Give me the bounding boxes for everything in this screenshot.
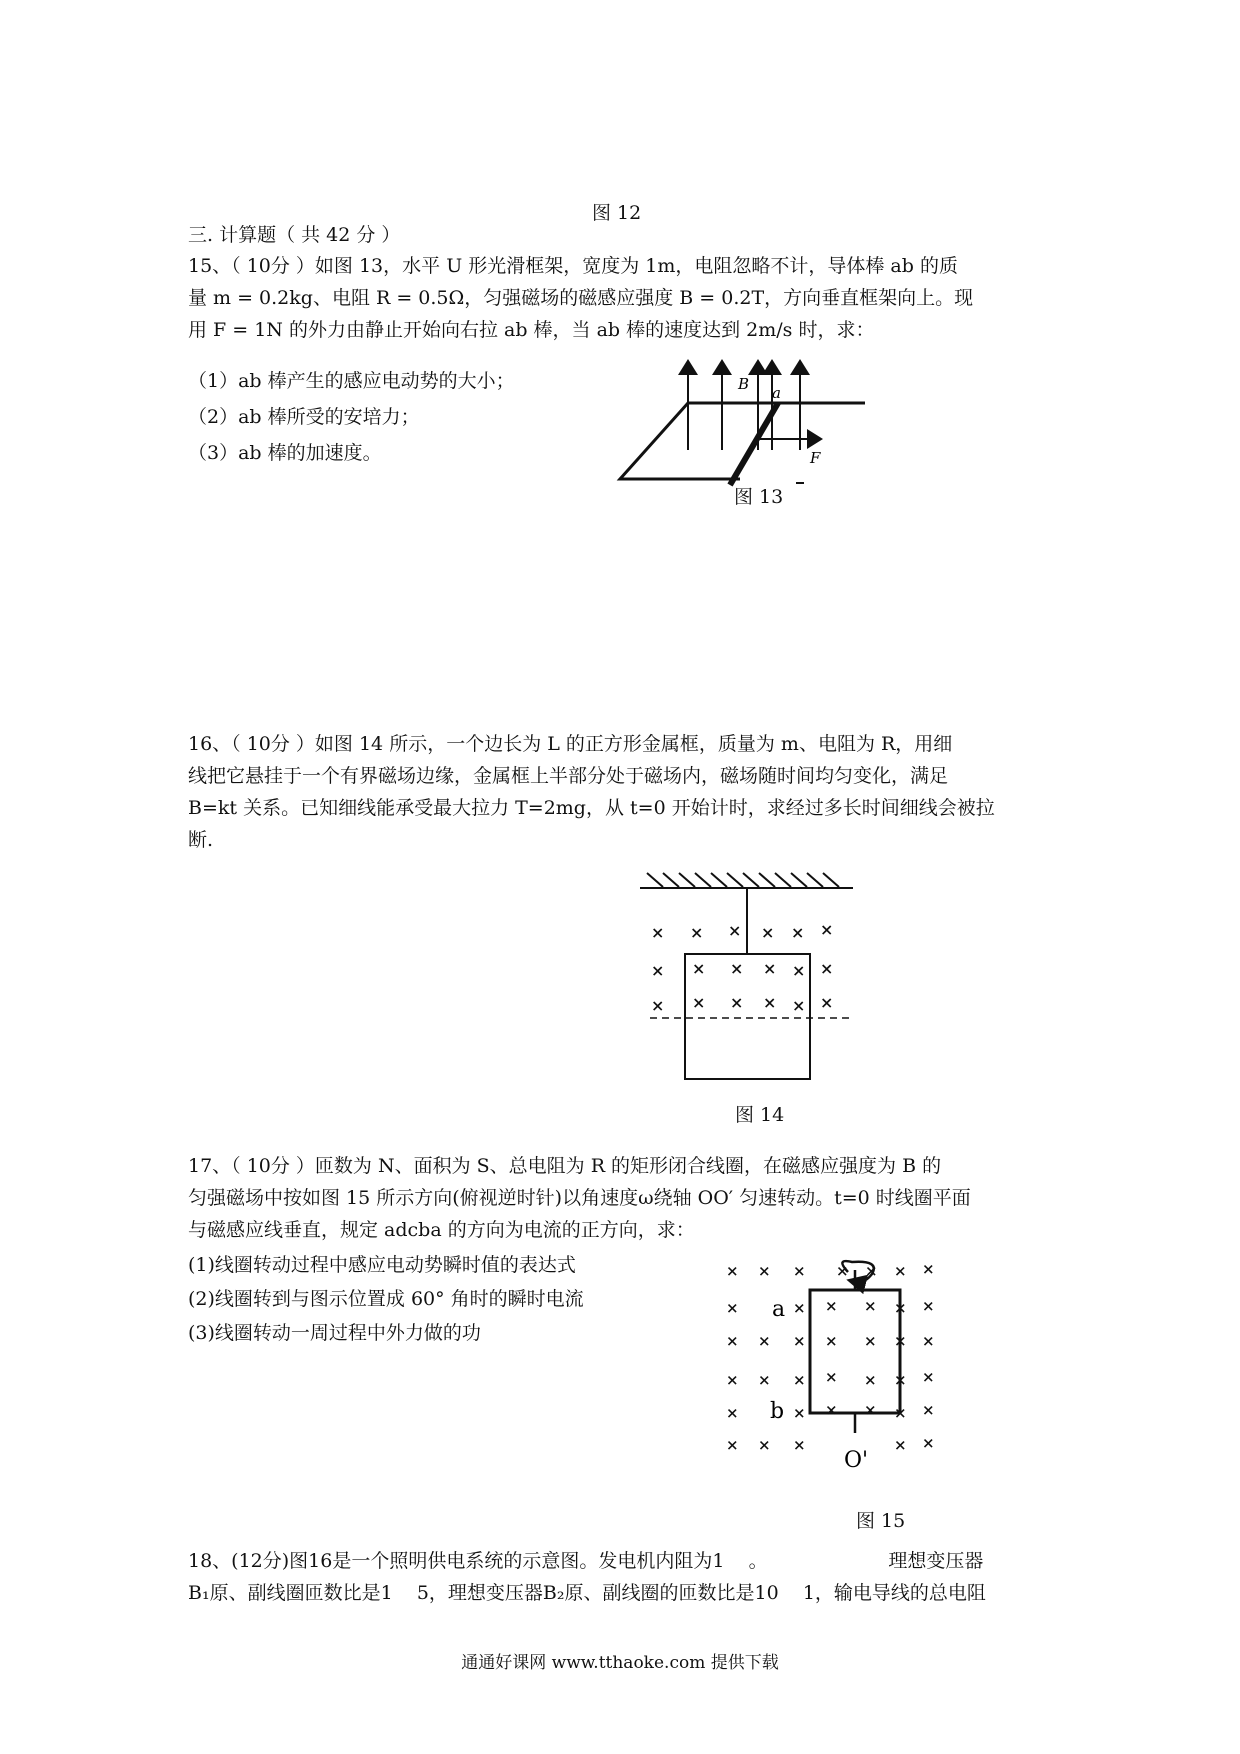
svg-text:×: × (692, 959, 706, 978)
question-18-line: B₁原、副线圈匝数比是1 5，理想变压器B₂原、副线圈的匝数比是10 1，输电导线的总电阻 (188, 1582, 986, 1604)
svg-text:×: × (793, 1332, 806, 1350)
question-16-line: 线把它悬挂于一个有界磁场边缘，金属框上半部分处于磁场内，磁场随时间均匀变化，满足 (188, 765, 949, 787)
question-17-line: 与磁感应线垂直，规定 adcba 的方向为电流的正方向，求： (188, 1219, 695, 1241)
svg-text:×: × (825, 1297, 838, 1315)
svg-text:×: × (820, 920, 834, 939)
svg-text:×: × (761, 923, 775, 942)
question-18-line: 18、(12分)图16是一个照明供电系统的示意图。发电机内阻为1 。 理想变压器 (188, 1550, 984, 1572)
question-15-sub-1: （1）ab 棒产生的感应电动势的大小； (188, 370, 515, 392)
question-17-line: 匀强磁场中按如图 15 所示方向(俯视逆时针)以角速度ω绕轴 OO′ 匀速转动。t=0 时线圈平面 (188, 1187, 971, 1209)
question-15-line: 量 m = 0.2kg、电阻 R = 0.5Ω，匀强磁场的磁感应强度 B = 0.2T，方向垂直框架向上。现 (188, 287, 974, 309)
svg-text:×: × (922, 1434, 935, 1452)
svg-text:×: × (820, 993, 834, 1012)
svg-text:×: × (894, 1404, 907, 1422)
page-footer: 通通好课网 www.tthaoke.com 提供下载 (461, 1653, 779, 1673)
figure-15-diagram (726, 1248, 970, 1488)
svg-text:×: × (791, 923, 805, 942)
svg-text:×: × (763, 959, 777, 978)
svg-text:×: × (726, 1332, 739, 1350)
svg-text:×: × (894, 1436, 907, 1454)
figure-13-caption: 图 13 (734, 486, 784, 508)
section-heading: 三. 计算题（ 共 42 分 ） (188, 224, 401, 246)
question-17-sub-3: (3)线圈转动一周过程中外力做的功 (188, 1322, 481, 1344)
svg-text:×: × (726, 1404, 739, 1422)
question-17-text (188, 1150, 1058, 1246)
svg-text:×: × (726, 1262, 739, 1280)
svg-text:×: × (922, 1297, 935, 1315)
figure-15-caption: 图 15 (856, 1510, 906, 1532)
svg-text:×: × (894, 1299, 907, 1317)
question-16-line: 断. (188, 829, 214, 851)
svg-text:×: × (922, 1332, 935, 1350)
svg-text:×: × (793, 1262, 806, 1280)
svg-text:×: × (825, 1368, 838, 1386)
svg-text:×: × (864, 1401, 877, 1419)
svg-text:×: × (758, 1332, 771, 1350)
svg-text:×: × (894, 1371, 907, 1389)
svg-text:×: × (758, 1262, 771, 1280)
label-F: F (810, 449, 821, 467)
svg-text:×: × (864, 1371, 877, 1389)
svg-text:×: × (730, 959, 744, 978)
svg-text:×: × (793, 1299, 806, 1317)
svg-text:×: × (820, 959, 834, 978)
svg-text:×: × (894, 1332, 907, 1350)
svg-text:×: × (728, 921, 742, 940)
svg-text:×: × (726, 1436, 739, 1454)
figure-13-diagram (610, 355, 870, 490)
question-16-text (188, 728, 1058, 856)
label-a: a (772, 384, 781, 402)
question-17-sub-2: (2)线圈转到与图示位置成 60° 角时的瞬时电流 (188, 1288, 584, 1310)
question-16-line: B=kt 关系。已知细线能承受最大拉力 T=2mg，从 t=0 开始计时，求经过多长时间细线会被拉 (188, 797, 995, 819)
svg-text:×: × (726, 1299, 739, 1317)
question-15-text (188, 250, 1058, 346)
figure-14-diagram (635, 865, 865, 1080)
svg-text:×: × (792, 961, 806, 980)
svg-text:×: × (793, 1436, 806, 1454)
question-15-line: 15、（ 10分 ）如图 13，水平 U 形光滑框架，宽度为 1m，电阻忽略不计，导体棒 ab 的质 (188, 255, 958, 277)
svg-text:×: × (825, 1401, 838, 1419)
question-15-sub-3: （3）ab 棒的加速度。 (188, 442, 382, 464)
svg-text:×: × (692, 993, 706, 1012)
svg-text:×: × (865, 1262, 878, 1280)
field-crosses (651, 920, 833, 1015)
ceiling (640, 873, 853, 888)
svg-text:×: × (922, 1260, 935, 1278)
label-b: b (770, 1399, 785, 1424)
coil (810, 1290, 900, 1413)
question-17-line: 17、（ 10分 ）匝数为 N、面积为 S、总电阻为 R 的矩形闭合线圈，在磁感应强度为 B 的 (188, 1155, 942, 1177)
svg-text:×: × (864, 1297, 877, 1315)
svg-text:×: × (690, 923, 704, 942)
svg-text:×: × (894, 1262, 907, 1280)
svg-text:×: × (793, 1404, 806, 1422)
svg-text:×: × (793, 1371, 806, 1389)
question-16-line: 16、（ 10分 ）如图 14 所示，一个边长为 L 的正方形金属框，质量为 m、电阻为 R，用细 (188, 733, 953, 755)
svg-text:×: × (836, 1262, 849, 1280)
question-15-line: 用 F = 1N 的外力由静止开始向右拉 ab 棒，当 ab 棒的速度达到 2m/s 时，求： (188, 319, 875, 341)
svg-text:×: × (922, 1401, 935, 1419)
figure-14-caption: 图 14 (735, 1104, 785, 1126)
figure-12-caption: 图 12 (592, 202, 642, 224)
label-B: B (738, 375, 750, 393)
svg-text:×: × (758, 1371, 771, 1389)
question-15-sub-2: （2）ab 棒所受的安培力； (188, 406, 420, 428)
svg-text:×: × (730, 993, 744, 1012)
svg-text:×: × (726, 1371, 739, 1389)
label-a: a (772, 1297, 786, 1322)
conductor-rod-ab (730, 403, 778, 485)
svg-text:×: × (922, 1368, 935, 1386)
svg-text:×: × (651, 996, 665, 1015)
question-17-sub-1: (1)线圈转动过程中感应电动势瞬时值的表达式 (188, 1254, 576, 1276)
question-18-text (188, 1545, 1058, 1609)
svg-text:×: × (825, 1332, 838, 1350)
label-O-prime: O' (844, 1448, 869, 1473)
svg-text:×: × (792, 996, 806, 1015)
svg-text:×: × (758, 1436, 771, 1454)
svg-text:×: × (651, 961, 665, 980)
svg-text:×: × (651, 923, 665, 942)
svg-text:×: × (763, 993, 777, 1012)
svg-text:×: × (864, 1332, 877, 1350)
